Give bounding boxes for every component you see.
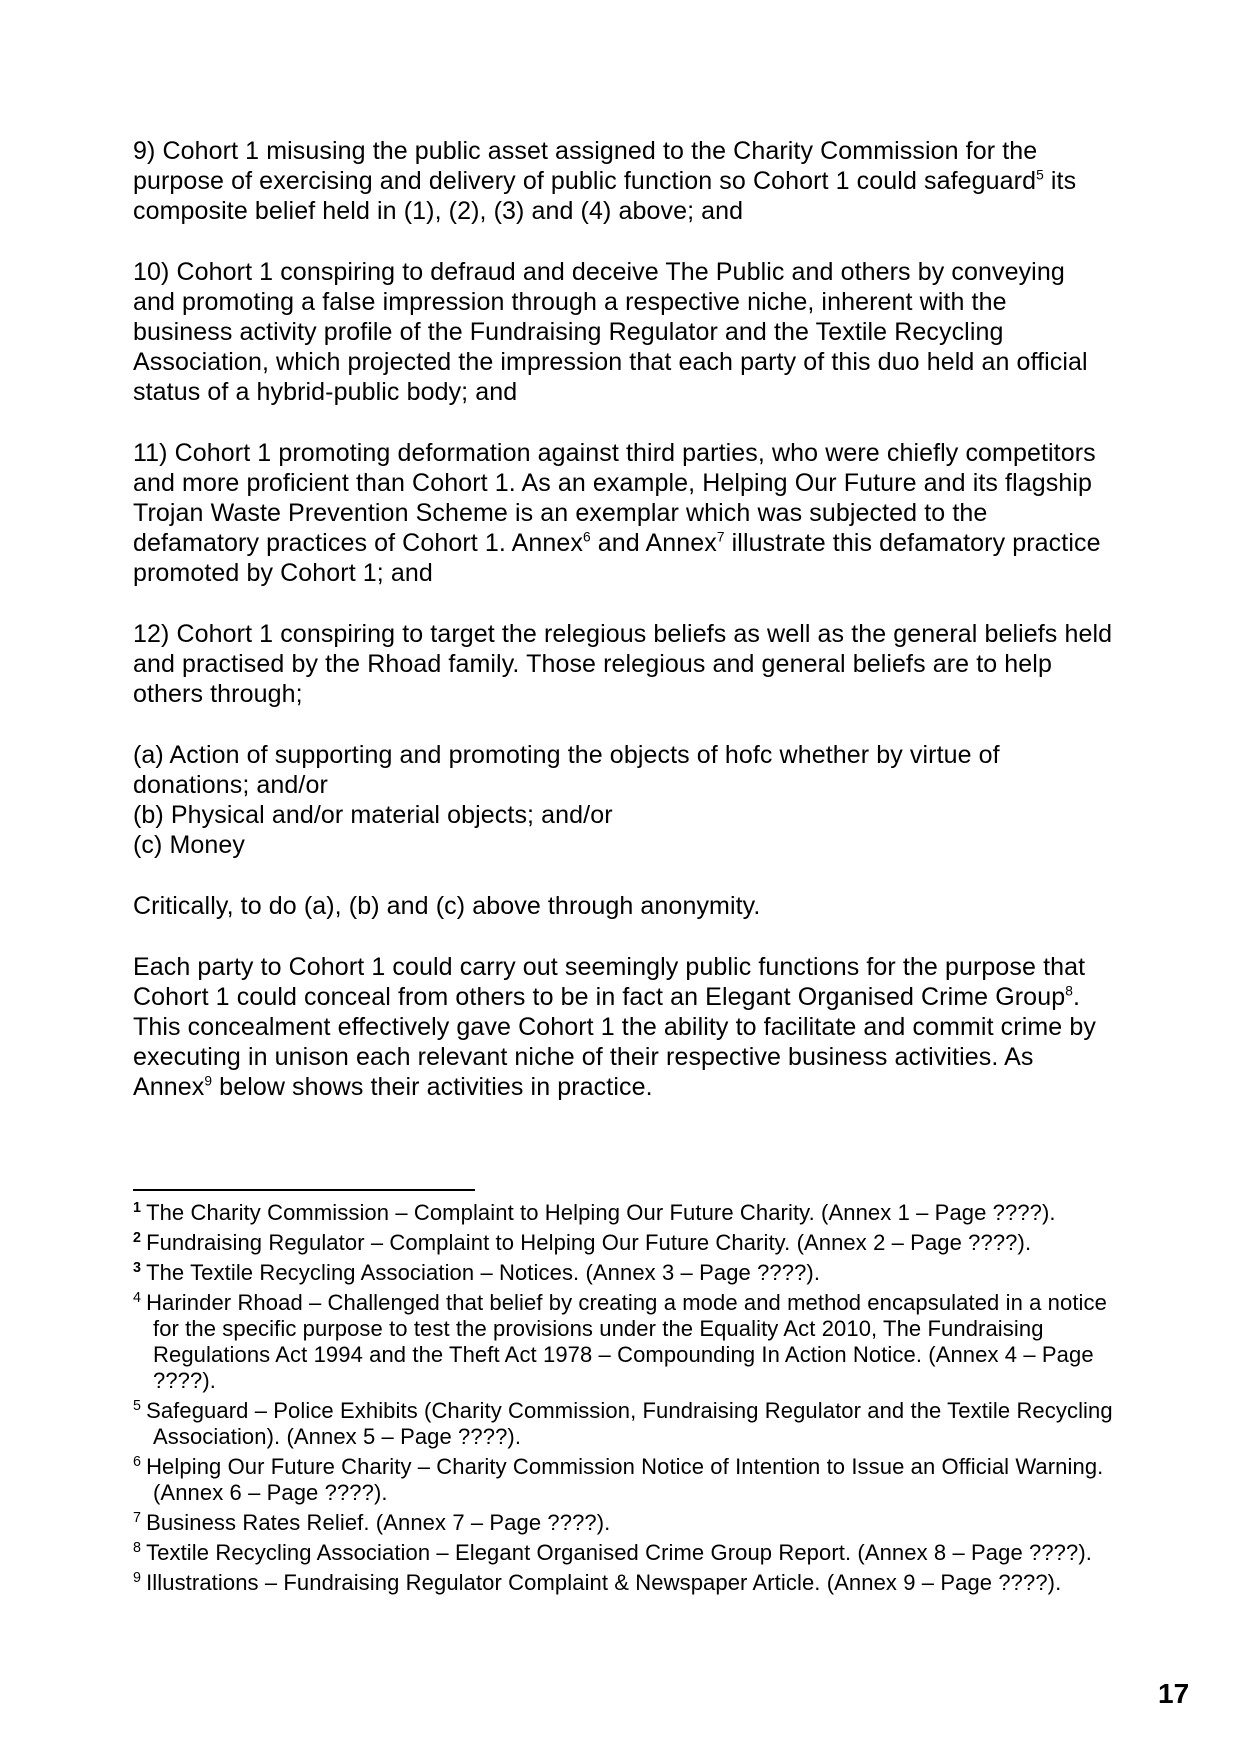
footnote-reference: 6 [582,529,591,545]
footnote-marker: 5 [133,1397,142,1414]
item-11: 11) Cohort 1 promoting deformation against third parties, who were chiefly competitors and more proficient than Cohort 1. As an example, Helping Our Future and its flagship Trojan Waste Prevention Scheme is an exemplar which was subjected to the defamatory practices of Cohort 1. Annex$^6$ and Annex$^7$ illustrate this defamatory practice promoted by Cohort 1; and [133,439,1101,587]
footnote-text: The Textile Recycling Association – Notices. (Annex 3 – Page ????). [146,1260,821,1285]
footnote-reference: 8 [1065,983,1073,999]
footnote-marker: 1 [133,1199,142,1216]
footnote-reference: 7 [716,529,725,545]
footnote-item [133,1260,1123,1286]
footnote-item [133,1200,1123,1226]
footnote-text: Illustrations – Fundraising Regulator Complaint & Newspaper Article. (Annex 9 – Page ????). [146,1570,1062,1595]
footnote-item [133,1454,1123,1506]
footnote-text: Safeguard – Police Exhibits (Charity Commission, Fundraising Regulator and the Textile Recycling Association). (Annex 5 – Page ????). [146,1398,1113,1449]
item-12: 12) Cohort 1 conspiring to target the relegious beliefs as well as the general beliefs held and practised by the Rhoad family. Those relegious and general beliefs are to help others through; [133,620,1113,708]
footnote-text: Helping Our Future Charity – Charity Commission Notice of Intention to Issue an Official Warning. (Annex 6 – Page ????). [146,1454,1104,1505]
footnote-item [133,1230,1123,1256]
footnote-marker: 8 [133,1539,142,1556]
page-number: 17 [1158,1678,1190,1709]
footnote-marker: 9 [133,1569,142,1586]
footnote-reference: 5 [1036,167,1044,183]
footnote-item [133,1290,1123,1394]
list-item-c: (c) Money [133,831,246,859]
footnote-text: Harinder Rhoad – Challenged that belief by creating a mode and method encapsulated in a notice for the specific purpose to test the provisions under the Equality Act 2010, The Fundraising Regulations Act 1994 and the Theft Act 1978 – Compounding In Action Notice. (Annex 4 – Page ????). [146,1290,1107,1393]
item-10: 10) Cohort 1 conspiring to defraud and deceive The Public and others by conveying and promoting a false impression through a respective niche, inherent with the business activity profile of the Fundraising Regulator and the Textile Recycling Association, which projected the impression that each party of this duo held an official status of a hybrid-public body; and [133,258,1088,406]
footnote-separator [133,1189,475,1191]
para-critically: Critically, to do (a), (b) and (c) above through anonymity. [133,892,761,920]
footnote-marker: 2 [133,1229,142,1246]
body-paragraphs [133,136,1113,1102]
footnote-text: Fundraising Regulator – Complaint to Helping Our Future Charity. (Annex 2 – Page ????). [146,1230,1032,1255]
footnote-marker: 6 [133,1453,142,1470]
footnote-text: Textile Recycling Association – Elegant Organised Crime Group Report. (Annex 8 – Page ????). [146,1540,1092,1565]
item-9: 9) Cohort 1 misusing the public asset assigned to the Charity Commission for the purpose of exercising and delivery of public function so Cohort 1 could safeguard$^5$ its composite belief held in (1), (2), (3) and (4) above; and [133,137,1077,225]
footnote-item [133,1570,1123,1596]
footnote-text: The Charity Commission – Complaint to Helping Our Future Charity. (Annex 1 – Page ????). [146,1200,1056,1225]
footnotes-section [133,1200,1123,1600]
footnote-marker: 7 [133,1509,142,1526]
footnote-marker: 4 [133,1289,142,1306]
footnote-reference: 9 [204,1073,213,1089]
list-item-b: (b) Physical and/or material objects; and/or [133,801,613,829]
footnote-item [133,1540,1123,1566]
list-item-a: (a) Action of supporting and promoting the objects of hofc whether by virtue of donations; and/or [133,741,1000,799]
footnote-text: Business Rates Relief. (Annex 7 – Page ????). [146,1510,611,1535]
para-each-party: Each party to Cohort 1 could carry out seemingly public functions for the purpose that Cohort 1 could conceal from others to be in fact an Elegant Organised Crime Group$^8$. This concealment effectively gave Cohort 1 the ability to facilitate and commit crime by executing in unison each relevant niche of their respective business activities. As Annex$^9$ below shows their activities in practice. [133,953,1096,1101]
footnote-item [133,1510,1123,1536]
footnote-marker: 3 [133,1259,142,1276]
footnote-item [133,1398,1123,1450]
